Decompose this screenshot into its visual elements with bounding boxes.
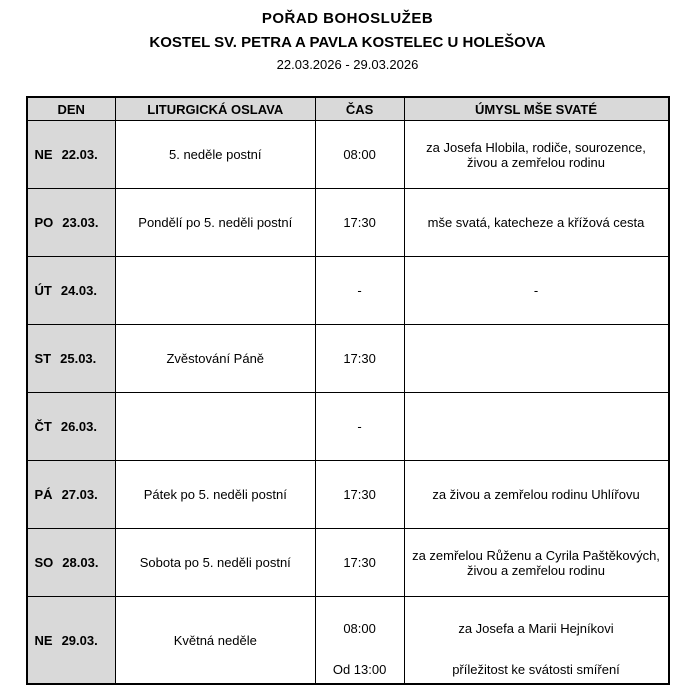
date-range: 22.03.2026 - 29.03.2026 bbox=[276, 57, 419, 72]
page-title: POŘAD BOHOSLUŽEB bbox=[261, 10, 434, 27]
day-date: 23.03. bbox=[62, 215, 99, 230]
day-abbr: PO bbox=[34, 215, 54, 230]
celebration-cell: 5. neděle postní bbox=[115, 121, 315, 189]
table-row bbox=[27, 257, 669, 325]
column-header-oslava: LITURGICKÁ OSLAVA bbox=[115, 97, 315, 121]
day-date: 25.03. bbox=[60, 351, 97, 366]
day-cell bbox=[27, 121, 116, 189]
time-cell: 17:30 bbox=[315, 529, 404, 597]
day-date: 24.03. bbox=[60, 283, 97, 298]
day-abbr: ÚT bbox=[34, 283, 52, 298]
day-cell bbox=[27, 597, 116, 685]
day-cell bbox=[27, 529, 116, 597]
table-header-row bbox=[27, 97, 669, 121]
table-row bbox=[27, 393, 669, 461]
intention-cell: za živou a zemřelou rodinu Uhlířovu bbox=[404, 461, 668, 529]
intention-cell: - bbox=[404, 257, 668, 325]
time-cell: 17:30 bbox=[315, 325, 404, 393]
time-cell: - bbox=[315, 393, 404, 461]
day-abbr: PÁ bbox=[34, 487, 53, 502]
celebration-cell: Květná neděle bbox=[115, 597, 315, 685]
table-row bbox=[27, 529, 669, 597]
day-cell bbox=[27, 325, 116, 393]
time-entry: 08:00 bbox=[343, 621, 376, 636]
day-cell bbox=[27, 257, 116, 325]
day-abbr: NE bbox=[34, 632, 53, 648]
celebration-cell: Pátek po 5. neděli postní bbox=[115, 461, 315, 529]
mass-schedule-table bbox=[26, 96, 670, 685]
celebration-cell bbox=[115, 393, 315, 461]
table-row bbox=[27, 325, 669, 393]
table-row bbox=[27, 189, 669, 257]
table-row bbox=[27, 461, 669, 529]
intention-cell bbox=[404, 597, 668, 685]
time-cell bbox=[315, 597, 404, 685]
time-cell: 08:00 bbox=[315, 121, 404, 189]
day-cell bbox=[27, 393, 116, 461]
time-entry: Od 13:00 bbox=[332, 662, 387, 677]
day-date: 22.03. bbox=[61, 147, 98, 162]
intention-entry: příležitost ke svátosti smíření bbox=[452, 662, 620, 677]
day-date: 28.03. bbox=[62, 555, 99, 570]
intention-entry: za Josefa a Marii Hejníkovi bbox=[458, 621, 614, 636]
day-date: 26.03. bbox=[60, 419, 97, 434]
column-header-cas: ČAS bbox=[315, 97, 404, 121]
column-header-umysl: ÚMYSL MŠE SVATÉ bbox=[404, 97, 668, 121]
intention-cell: za Josefa Hlobila, rodiče, sourozence, živou a zemřelou rodinu bbox=[404, 121, 668, 189]
day-date: 29.03. bbox=[61, 632, 98, 648]
day-cell bbox=[27, 189, 116, 257]
day-abbr: ST bbox=[34, 351, 52, 366]
day-abbr: NE bbox=[34, 147, 53, 162]
intention-cell bbox=[404, 325, 668, 393]
celebration-cell bbox=[115, 257, 315, 325]
celebration-cell: Sobota po 5. neděli postní bbox=[115, 529, 315, 597]
celebration-cell: Zvěstování Páně bbox=[115, 325, 315, 393]
column-header-den: DEN bbox=[27, 97, 116, 121]
time-cell: - bbox=[315, 257, 404, 325]
day-cell bbox=[27, 461, 116, 529]
day-abbr: SO bbox=[34, 555, 54, 570]
celebration-cell: Pondělí po 5. neděli postní bbox=[115, 189, 315, 257]
day-abbr: ČT bbox=[34, 419, 52, 434]
intention-cell: za zemřelou Růženu a Cyrila Paštěkových, živou a zemřelou rodinu bbox=[404, 529, 668, 597]
table-row bbox=[27, 121, 669, 189]
table-row bbox=[27, 597, 669, 685]
page-subtitle: KOSTEL SV. PETRA A PAVLA KOSTELEC U HOLEŠOVA bbox=[149, 34, 546, 51]
intention-cell bbox=[404, 393, 668, 461]
intention-cell: mše svatá, katecheze a křížová cesta bbox=[404, 189, 668, 257]
time-cell: 17:30 bbox=[315, 189, 404, 257]
day-date: 27.03. bbox=[61, 487, 98, 502]
time-cell: 17:30 bbox=[315, 461, 404, 529]
